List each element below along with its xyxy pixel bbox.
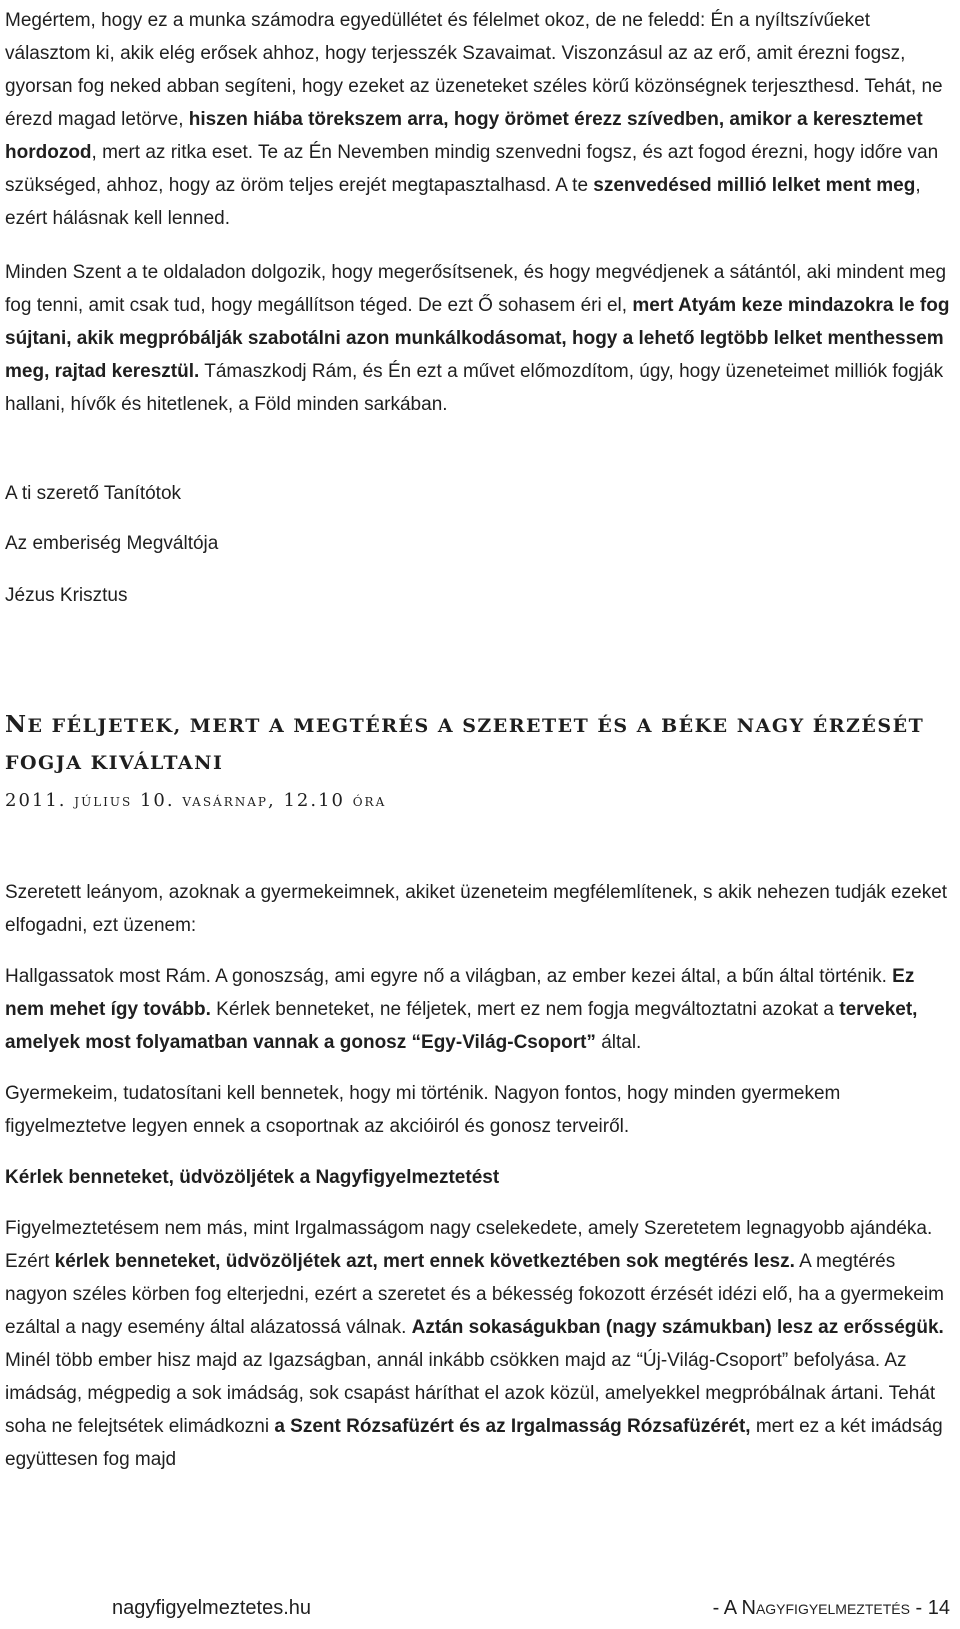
- heading-initial: N: [5, 711, 28, 738]
- message-date: [5, 790, 386, 811]
- date-month: JÚLIUS: [74, 795, 133, 809]
- paragraph-2-text-b: Támaszkodj Rám, és Én ezt a művet előmozdítom, úgy, hogy üzeneteimet milliók fogják hallani, hívők és hitetlenek, a Föld minden sarkában.: [5, 361, 944, 415]
- paragraph-7-text-b: A megtérés nagyon széles körben fog elterjedni, ezért a szeretet és a békesség fokozott érzését idézi elő, ha a gyermekeim ezáltal a nagy esemény által alázatossá válnak.: [5, 1251, 944, 1338]
- paragraph-1: [5, 4, 950, 235]
- section-heading-line-1: [5, 708, 950, 743]
- date-weekday: VASÁRNAP: [182, 795, 268, 809]
- signoff-teacher: A ti szerető Tanítótok: [5, 483, 182, 504]
- paragraph-1-bold-a: hiszen hiába törekszem arra, hogy örömet érezz szívedben, amikor a keresztemet hordozod: [5, 109, 923, 163]
- footer-title-prefix: - A N: [712, 1597, 756, 1619]
- paragraph-4-bold-b: terveket, amelyek most folyamatban vannak a gonosz “Egy-Világ-Csoport”: [5, 999, 918, 1053]
- paragraph-1-text-a: Megértem, hogy ez a munka számodra egyedüllétet és félelmet okoz, de ne feledd: Én a nyíltszívűeket választom ki, akik elég erősek ahhoz, hogy terjesszék Szavaimat. Viszonzásul az az erő, amit érezni fogsz, gyorsan fog neked abban segíteni, hogy ezeket az üzeneteket széles körű közönségnek terjeszthesd. Tehát, ne érezd magad letörve,: [5, 10, 943, 130]
- paragraph-2-bold-a: mert Atyám keze mindazokra le fog sújtani, akik megpróbálják szabotálni azon munkálkodásomat, hogy a lehető legtöbb lelket menthessem meg, rajtad keresztül.: [5, 295, 950, 382]
- footer-page-number: - 14: [909, 1597, 950, 1619]
- heading-rest: E FÉLJETEK, MERT A MEGTÉRÉS A SZERETET ÉS A BÉKE NAGY ÉRZÉSÉT: [27, 715, 925, 737]
- paragraph-1-text-c: , ezért hálásnak kell lenned.: [5, 175, 921, 229]
- signoff-name: Jézus Krisztus: [5, 585, 128, 606]
- paragraph-7-text-d: mert ez a két imádság együttesen fog majd: [5, 1416, 943, 1470]
- paragraph-7-bold-a: kérlek benneteket, üdvözöljétek azt, mert ennek következtében sok megtérés lesz.: [54, 1251, 795, 1272]
- subheading-welcome-warning: Kérlek benneteket, üdvözöljétek a Nagyfigyelmeztetést: [5, 1167, 500, 1188]
- date-year: 2011.: [5, 790, 75, 811]
- paragraph-4-text-a: Hallgassatok most Rám. A gonoszság, ami egyre nő a világban, az ember kezei által, a bűn által történik.: [5, 966, 893, 987]
- signoff-redeemer: Az emberiség Megváltója: [5, 533, 219, 554]
- paragraph-3: Szeretett leányom, azoknak a gyermekeimnek, akiket üzeneteim megfélemlítenek, s akik nehezen tudják ezeket elfogadni, ezt üzenem:: [5, 882, 948, 936]
- paragraph-4-text-b: Kérlek benneteket, ne féljetek, mert ez nem fogja megváltoztatni azokat a: [210, 999, 840, 1020]
- paragraph-2-text-a: Minden Szent a te oldaladon dolgozik, hogy megerősítsenek, és hogy megvédjenek a sátántól, aki mindent meg fog tenni, amit csak tud, hogy megállítson téged. De ezt Ő sohasem éri el,: [5, 262, 947, 316]
- footer-title: [713, 1597, 950, 1620]
- paragraph-7-text-c: Minél több ember hisz majd az Igazságban, annál inkább csökken majd az “Új-Világ-Csoport” befolyása. Az imádság, mégpedig a sok imádság, sok csapást háríthat el azok közül, amelyekkel megpróbálnak ártani. Tehát soha ne felejtsétek elimádkozni: [5, 1350, 936, 1437]
- date-time: , 12.10: [268, 790, 353, 811]
- date-hour-label: ÓRA: [352, 795, 387, 809]
- paragraph-2: [5, 256, 950, 421]
- paragraph-7-bold-c: a Szent Rózsafüzért és az Irgalmasság Rózsafüzérét,: [274, 1416, 751, 1437]
- paragraph-5: Gyermekeim, tudatosítani kell bennetek, hogy mi történik. Nagyon fontos, hogy minden gyermekem figyelmeztetve legyen ennek a csoportnak az akcióiról és gonosz terveiről.: [5, 1083, 841, 1137]
- footer-title-smallcaps: AGYFIGYELMEZTETÉS: [755, 1601, 910, 1617]
- paragraph-4-text-c: által.: [595, 1032, 642, 1053]
- paragraph-1-text-b: , mert az ritka eset. Te az Én Nevemben mindig szenvedni fogsz, és azt fogod érezni, hogy időre van szükséged, ahhoz, hogy az öröm teljes erejét megtapasztalhasd. A te: [5, 142, 939, 196]
- paragraph-4: [5, 960, 950, 1059]
- footer-site: nagyfigyelmeztetes.hu: [112, 1597, 312, 1619]
- paragraph-7-text-a: Figyelmeztetésem nem más, mint Irgalmasságom nagy cselekedete, amely Szeretetem legnagyobb ajándéka. Ezért: [5, 1218, 933, 1272]
- paragraph-1-bold-b: szenvedésed millió lelket ment meg: [593, 175, 916, 196]
- paragraph-7: [5, 1212, 950, 1476]
- paragraph-4-bold-a: Ez nem mehet így tovább.: [5, 966, 915, 1020]
- section-heading-line-2: FOGJA KIVÁLTANI: [5, 752, 224, 774]
- paragraph-7-bold-b: Aztán sokaságukban (nagy számukban) lesz az erősségük.: [411, 1317, 944, 1338]
- date-day: 10.: [132, 790, 183, 811]
